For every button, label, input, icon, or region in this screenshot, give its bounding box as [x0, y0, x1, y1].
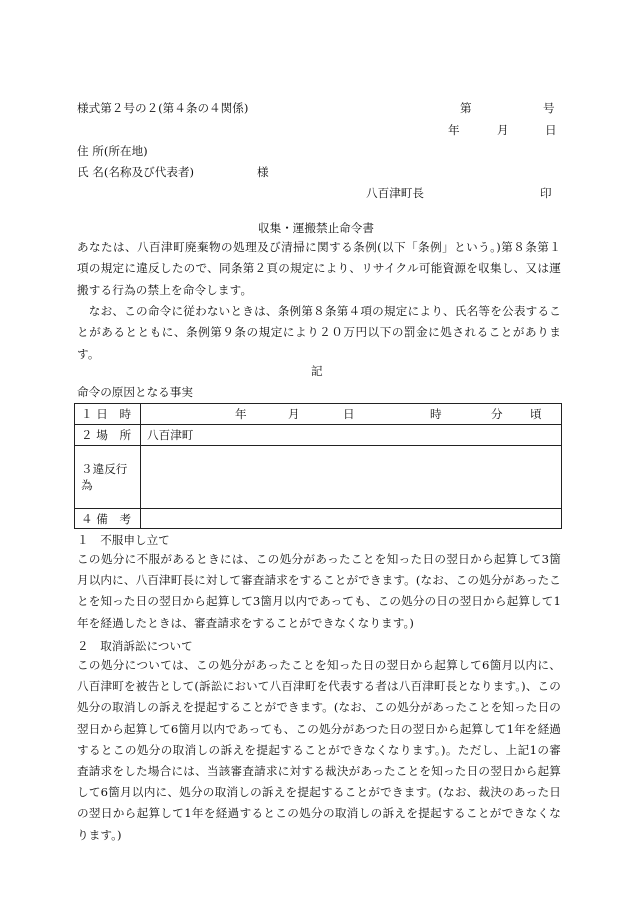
- facts-row-violation: [75, 446, 562, 509]
- facts-row-place: [75, 425, 562, 446]
- ki-marker: 記: [311, 364, 323, 378]
- seal-mark: 印: [540, 186, 552, 200]
- notice-appeal-text: この処分に不服があるときには、この処分があったことを知った日の翌日から起算して3箇月以内に、八百津町長に対して審査請求をすることができます。(なお、この処分があったことを知った日の翌日から起算して3箇月以内であっても、この処分の日の翌日から起算して1年を経過したときは、審査請求をすることができなくなります。): [77, 552, 561, 630]
- datetime-month: 月: [288, 407, 300, 421]
- facts-label-place: ２ 場 所: [75, 425, 141, 446]
- facts-row-remarks: [75, 509, 562, 529]
- notice-appeal-heading: １ 不服申し立て: [77, 533, 170, 547]
- facts-value-remarks: [141, 509, 562, 529]
- body-paragraph-2: なお、この命令に従わないときは、条例第８条第４項の規定により、氏名等を公表することがあるとともに、条例第９条の規定により２０万円以下の罰金に処されることがあります。: [77, 304, 561, 361]
- address-label: 住 所(所在地): [77, 144, 148, 158]
- facts-label-violation: ３違反行為: [75, 446, 141, 509]
- facts-value-datetime: [141, 404, 562, 425]
- body-paragraph-1: あなたは、八百津町廃棄物の処理及び清掃に関する条例(以下「条例」という。)第８条第１項の規定に違反したので、同条第２頁の規定により、リサイクル可能資源を収集し、又は運搬する行為の禁上を命令します。: [77, 240, 561, 297]
- facts-table: [74, 403, 562, 529]
- notice-lawsuit-text: この処分については、この処分があったことを知った日の翌日から起算して6箇月以内に、八百津町を被告として(訴訟において八百津町を代表する者は八百津町長となります。)、この処分の取消しの訴えを提起することができます。(なお、この処分があったことを知った日の翌日から起算して6箇月以内であっても、この処分があつた日の翌日から起算して1年を経過するとこの処分の取消しの訴えを提起することができなくなります。)。ただし、上記1の審査請求をした場合には、当該審査請求に対する裁決があったことを知った日の翌日から起算して6箇月以内に、処分の取消しの訴えを提起することができます。(なお、裁決のあった日の翌日から起算して1年を経過するとこの処分の取消しの訴えを提起することができなくなります。): [77, 658, 561, 842]
- datetime-minute: 分: [491, 407, 503, 421]
- facts-heading: 命令の原因となる事実: [77, 385, 193, 399]
- date-month-label: 月: [497, 123, 509, 137]
- datetime-year: 年: [235, 407, 247, 421]
- facts-row-datetime: [75, 404, 562, 425]
- name-label: 氏 名(名称及び代表者): [77, 165, 195, 179]
- number-prefix: 第: [460, 101, 472, 115]
- issuer-title: 八百津町長: [366, 186, 424, 200]
- facts-value-violation: [141, 446, 562, 509]
- notice-lawsuit-heading: ２ 取消訴訟について: [77, 639, 193, 653]
- honorific-sama: 様: [257, 165, 269, 179]
- facts-label-remarks: ４ 備 考: [75, 509, 141, 529]
- facts-label-datetime: １ 日 時: [75, 404, 141, 425]
- facts-value-place: 八百津町: [141, 425, 562, 446]
- date-year-label: 年: [448, 123, 460, 137]
- document-title: 収集・運搬禁止命令書: [258, 221, 374, 235]
- form-number: 様式第２号の２(第４条の４関係): [77, 101, 249, 115]
- datetime-day: 日: [343, 407, 355, 421]
- datetime-about: 頃: [530, 407, 542, 421]
- number-suffix: 号: [543, 101, 555, 115]
- date-day-label: 日: [545, 123, 557, 137]
- datetime-hour: 時: [430, 407, 442, 421]
